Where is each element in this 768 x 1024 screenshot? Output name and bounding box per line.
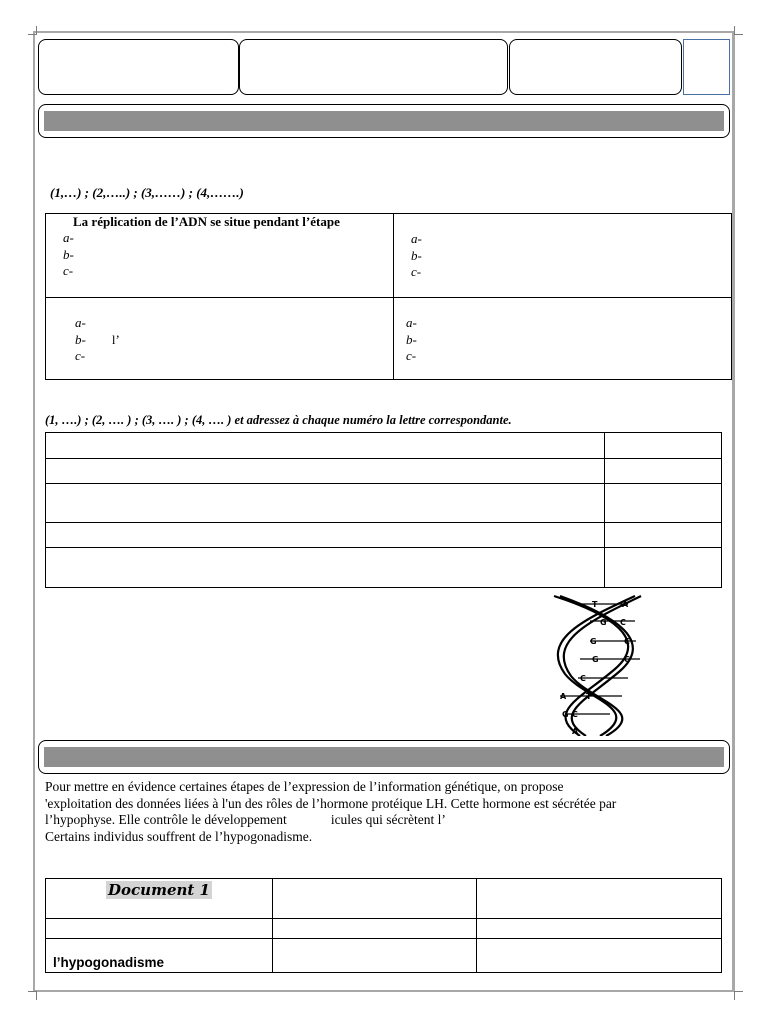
table-row xyxy=(46,459,605,484)
hypogonadism-label: l’hypogonadisme xyxy=(53,955,165,970)
cell3-item-b: b- xyxy=(75,331,86,347)
exercise2-table xyxy=(45,432,722,588)
section-banner-1 xyxy=(38,104,730,138)
dna-base-label: A xyxy=(622,600,629,609)
dna-base-label: C xyxy=(624,637,630,646)
document-title: Document 1 xyxy=(108,881,210,899)
table-row xyxy=(46,484,605,523)
dna-double-helix-icon xyxy=(540,594,650,736)
corner-mark-tl xyxy=(28,26,37,35)
dna-base-label: A xyxy=(560,692,567,701)
cell1-item-c: c- xyxy=(63,263,74,278)
table-cell xyxy=(273,879,477,919)
table-cell xyxy=(477,919,722,939)
header-box-3 xyxy=(509,39,682,95)
table-cell xyxy=(273,919,477,939)
cell4-item-b: b- xyxy=(406,331,417,347)
hypogonadism-cell xyxy=(46,939,273,973)
exercise1-cell-2 xyxy=(394,214,732,298)
dna-base-label: C xyxy=(580,674,586,683)
exercise1-cell-3 xyxy=(46,298,394,380)
cell3-item-c: c- xyxy=(75,348,86,363)
table-row xyxy=(46,523,605,548)
exercise1-table xyxy=(45,213,732,380)
cell4-item-c: c- xyxy=(406,348,417,363)
cell1-item-b: b- xyxy=(63,246,74,262)
corner-mark-bl xyxy=(28,991,37,1000)
table-cell xyxy=(46,919,273,939)
doc-title-cell xyxy=(46,879,273,919)
answer-cell xyxy=(605,459,722,484)
dna-base-label: C xyxy=(572,710,578,719)
dna-base-label: G xyxy=(600,618,607,627)
document1-table xyxy=(45,878,722,973)
cell2-item-a: a- xyxy=(411,231,422,246)
header-box-4 xyxy=(683,39,730,95)
table-row xyxy=(46,548,605,588)
part2-paragraph xyxy=(45,779,715,845)
answer-cell xyxy=(605,523,722,548)
exercise1-cell-1 xyxy=(46,214,394,298)
dna-base-label: C xyxy=(620,618,626,627)
section-banner-2 xyxy=(38,740,730,774)
dna-base-label: G xyxy=(590,637,597,646)
answer-cell xyxy=(605,433,722,459)
paragraph-line-3: l’hypophyse. Elle contrôle le développement xyxy=(45,812,287,827)
table-cell xyxy=(477,879,722,919)
cell1-item-a: a- xyxy=(63,230,74,245)
dna-base-label: G xyxy=(592,655,599,664)
cell1-heading: La réplication de l’ADN se situe pendant l’étape xyxy=(73,214,340,229)
cell2-item-c: c- xyxy=(411,264,422,279)
dna-base-label: T xyxy=(592,600,598,609)
cell4-item-a: a- xyxy=(406,315,417,330)
dna-base-label: T xyxy=(586,692,592,701)
header-box-1 xyxy=(38,39,239,95)
cell3-extra: l’ xyxy=(111,331,120,347)
paragraph-line-3b: icules qui sécrètent l’ xyxy=(330,812,446,827)
exercise2-intro: (1, ….) ; (2, …. ) ; (3, …. ) ; (4, …. ) et adressez à chaque numéro la lettre correspondante. xyxy=(45,413,512,427)
table-row xyxy=(46,433,605,459)
paragraph-line-1: Pour mettre en évidence certaines étapes de l’expression de l’information génétique, on propose xyxy=(45,779,564,794)
cell2-item-b: b- xyxy=(411,247,422,263)
dna-base-label: A xyxy=(572,727,579,736)
exercise1-cell-4 xyxy=(394,298,732,380)
answer-cell xyxy=(605,484,722,523)
dna-base-label: C xyxy=(624,655,630,664)
table-cell xyxy=(477,939,722,973)
exercise1-intro: (1,…) ; (2,…..) ; (3,……) ; (4,…….) xyxy=(50,185,244,200)
answer-cell xyxy=(605,548,722,588)
cell3-item-a: a- xyxy=(75,315,86,330)
paragraph-line-2: 'exploitation des données liées à l'un des rôles de l’hormone protéique LH. Cette hormone est sécrétée par xyxy=(45,795,617,811)
header-box-2 xyxy=(239,39,508,95)
corner-mark-tr xyxy=(734,26,743,35)
corner-mark-br xyxy=(734,991,743,1000)
table-cell xyxy=(273,939,477,973)
paragraph-line-4: Certains individus souffrent de l’hypogonadisme. xyxy=(45,828,313,844)
dna-base-label: G xyxy=(562,710,569,719)
